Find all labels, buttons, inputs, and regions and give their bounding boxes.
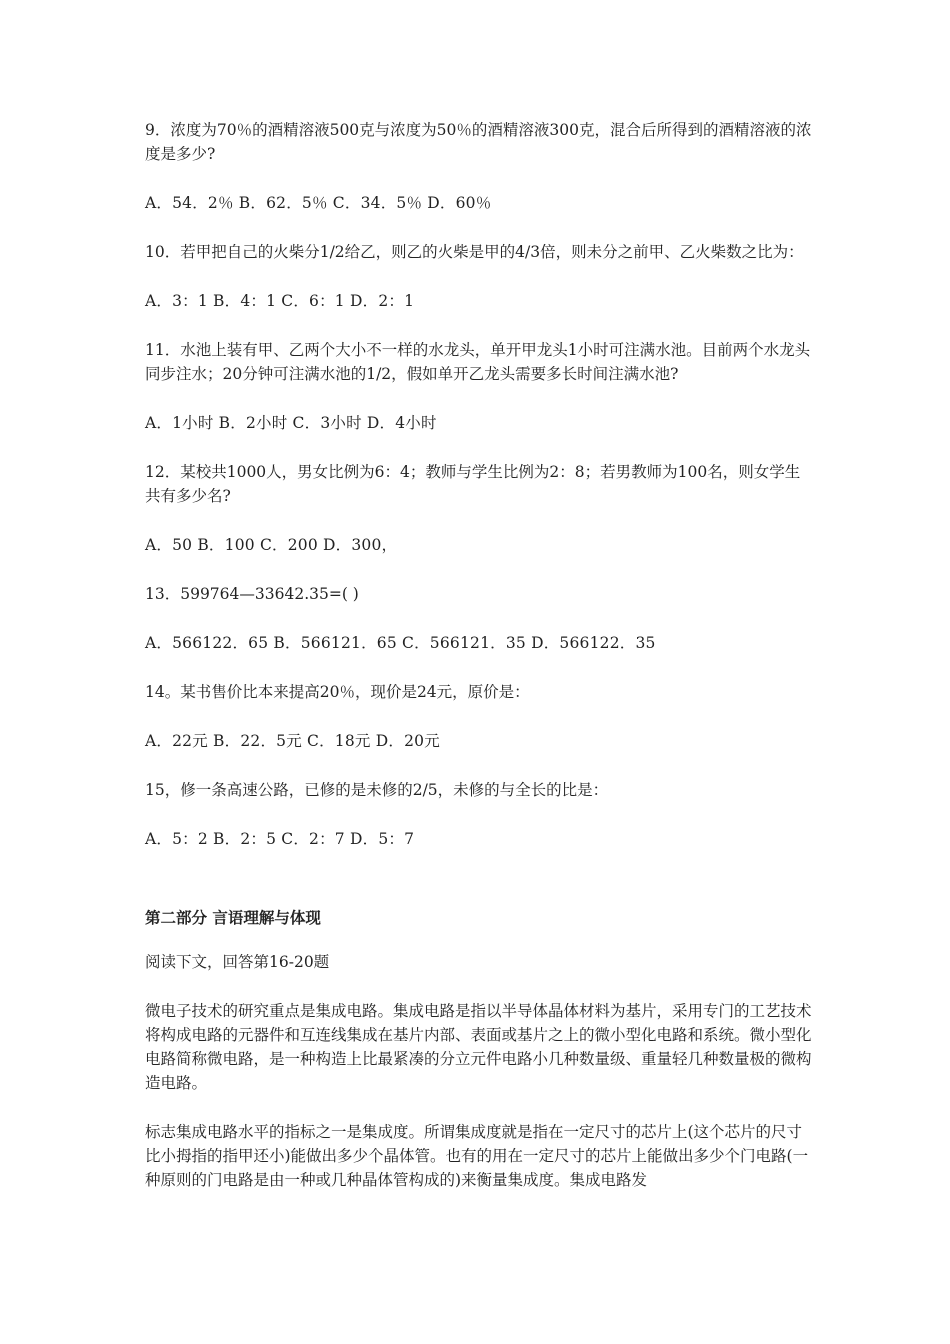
- question-12-stem: 12．某校共1000人，男女比例为6：4；教师与学生比例为2：8；若男教师为100名，则女学生共有多少名?: [145, 463, 801, 505]
- question-13-stem: 13．599764—33642.35=( ): [145, 585, 359, 603]
- question-15-stem: 15，修一条高速公路，已修的是未修的2/5，未修的与全长的比是：: [145, 781, 609, 799]
- question-11-stem: 11．水池上装有甲、乙两个大小不一样的水龙头，单开甲龙头1小时可注满水池。目前两个水龙头同步注水；20分钟可注满水池的1/2，假如单开乙龙头需要多长时间注满水池?: [145, 341, 811, 383]
- question-9-stem: 9．浓度为70％的酒精溶液500克与浓度为50％的酒精溶液300克，混合后所得到的酒精溶液的浓度是多少?: [145, 121, 812, 163]
- reading-paragraph-2: 标志集成电路水平的指标之一是集成度。所谓集成度就是指在一定尺寸的芯片上(这个芯片的尺寸比小拇指的指甲还小)能做出多少个晶体管。也有的用在一定尺寸的芯片上能做出多少个门电路(一种原则的门电路是由一种或几种晶体管构成的)来衡量集成度。集成电路发: [145, 1123, 809, 1189]
- reading-paragraph-1: 微电子技术的研究重点是集成电路。集成电路是指以半导体晶体材料为基片，采用专门的工艺技术将构成电路的元器件和互连线集成在基片内部、表面或基片之上的微小型化电路和系统。微小型化电路简称微电路，是一种构造上比最紧凑的分立元件电路小几种数量级、重量轻几种数量极的微构造电路。: [145, 1002, 812, 1092]
- section-spacer: [145, 876, 815, 906]
- question-12-options: A．50 B．100 C．200 D．300，: [145, 536, 398, 554]
- document-page: [145, 118, 815, 1217]
- question-14-stem: 14。某书售价比本来提高20％，现价是24元，原价是：: [145, 683, 530, 701]
- question-9-options: A．54．2％ B．62．5％ C．34．5％ D．60％: [145, 194, 492, 212]
- question-14-options: A．22元 B．22．5元 C．18元 D．20元: [145, 732, 440, 750]
- question-11-options: A．1小时 B．2小时 C．3小时 D．4小时: [145, 414, 437, 432]
- section-instruction: 阅读下文，回答第16-20题: [145, 953, 330, 971]
- section-title: 第二部分 言语理解与体现: [145, 909, 321, 927]
- question-10-stem: 10．若甲把自己的火柴分1/2给乙，则乙的火柴是甲的4/3倍，则未分之前甲、乙火柴数之比为：: [145, 243, 804, 261]
- question-13-options: A．566122．65 B．566121．65 C．566121．35 D．566122．35: [145, 634, 656, 652]
- question-15-options: A．5：2 B．2：5 C．2：7 D．5：7: [145, 830, 415, 848]
- question-10-options: A．3：1 B．4：1 C．6：1 D．2：1: [145, 292, 415, 310]
